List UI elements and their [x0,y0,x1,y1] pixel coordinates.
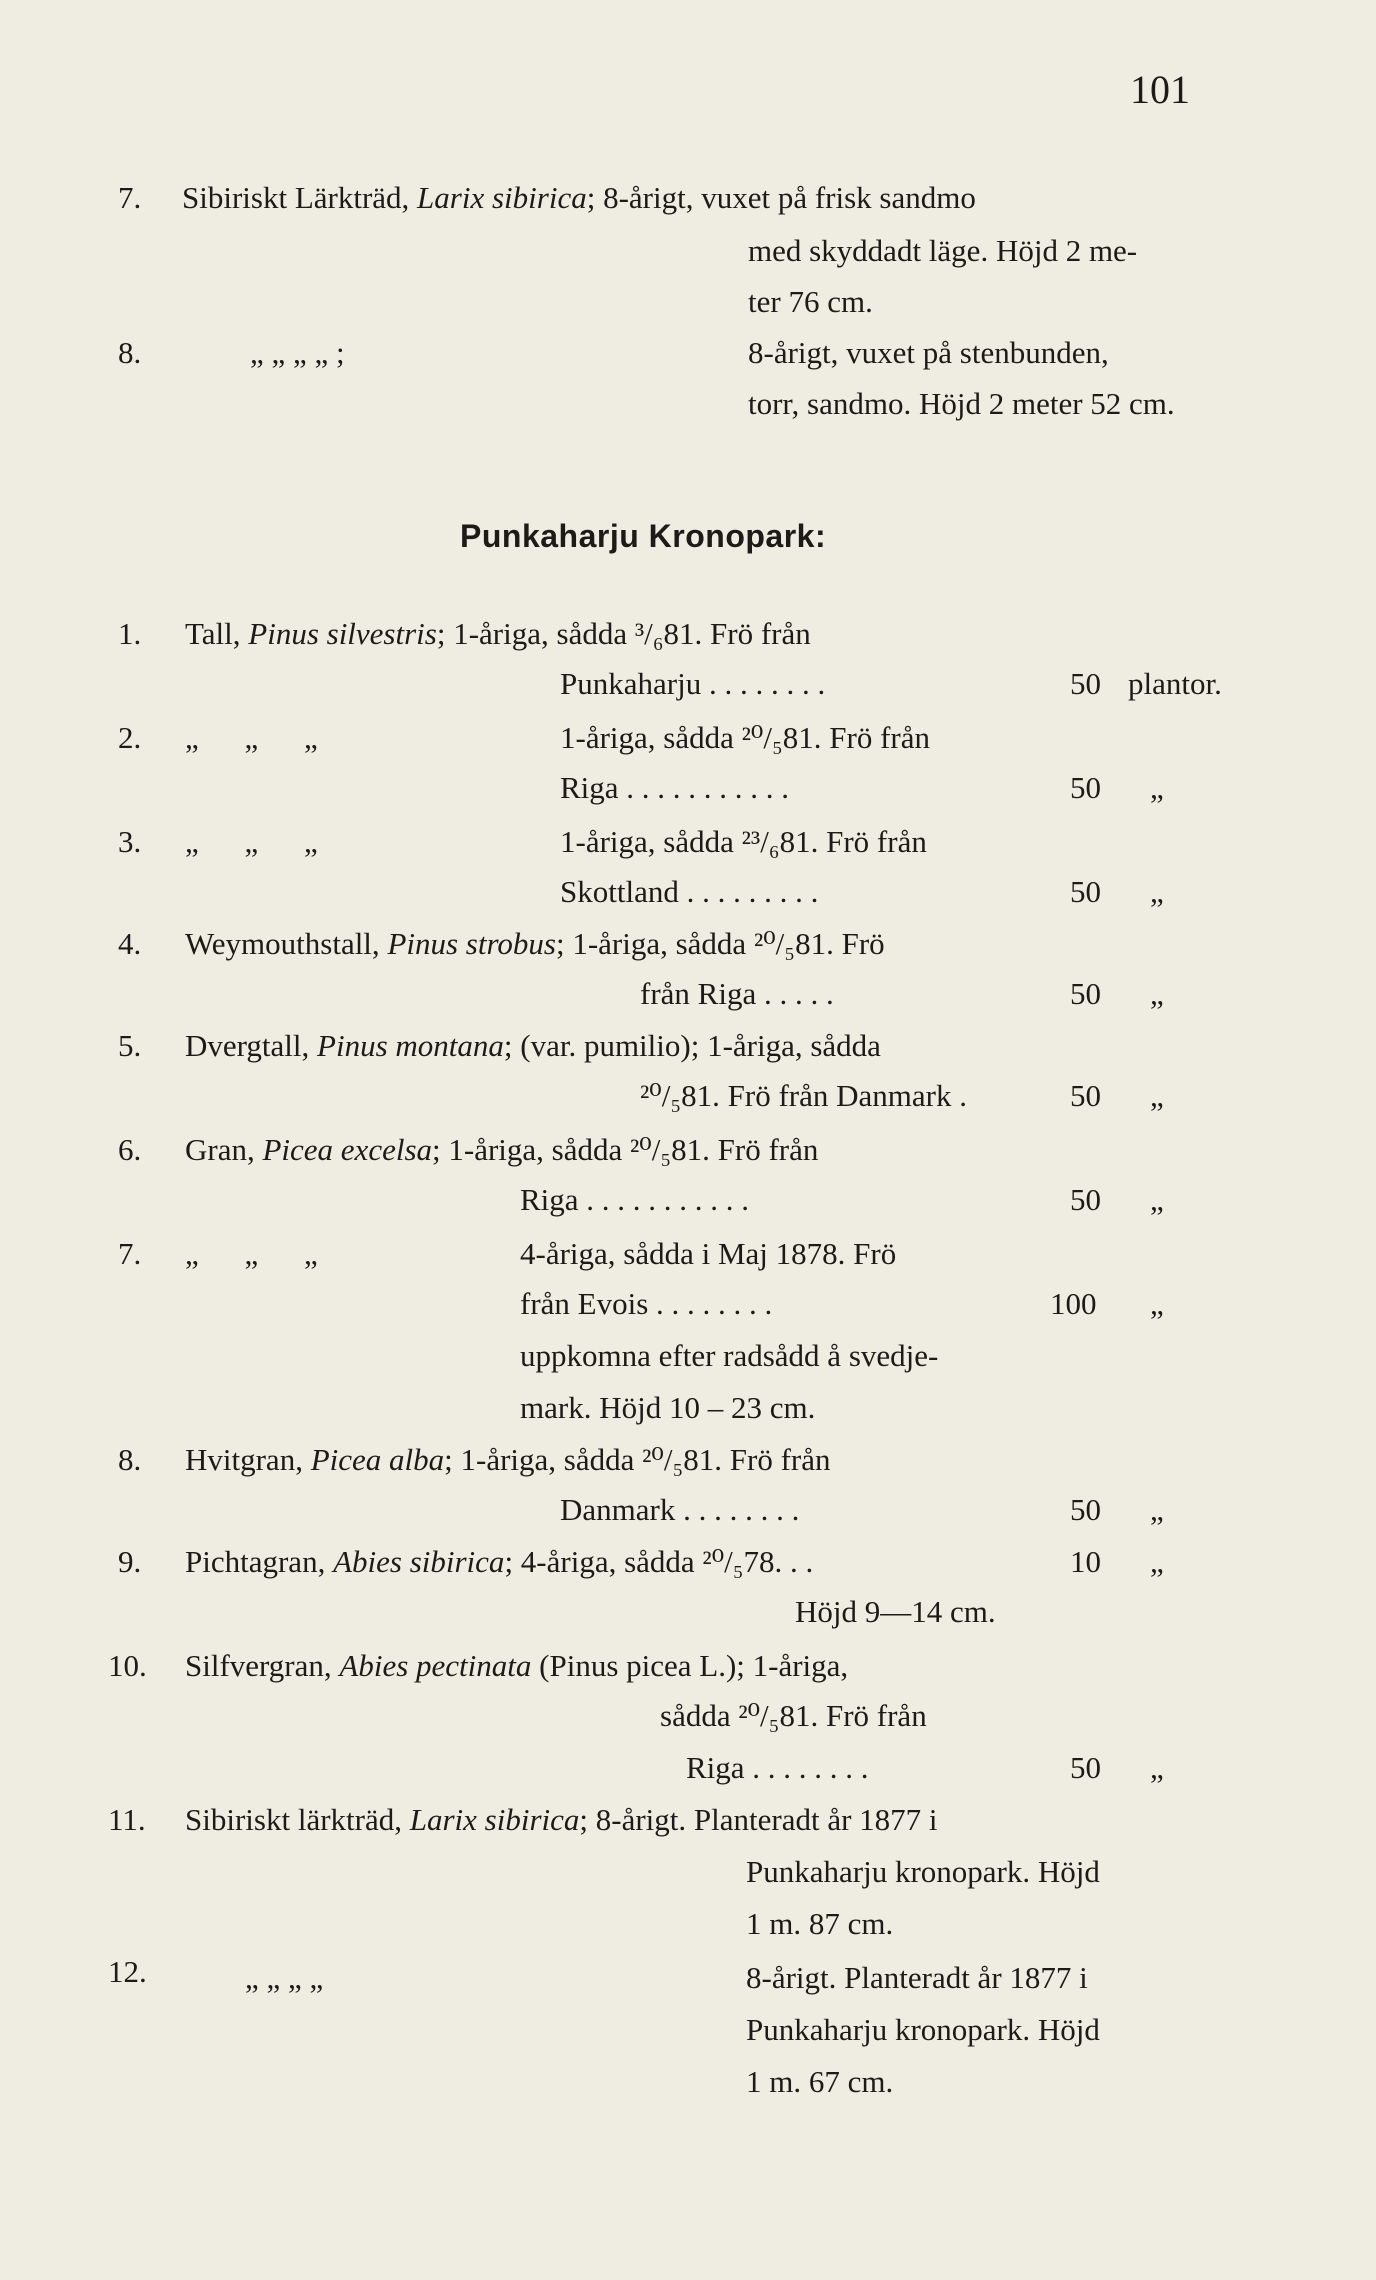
ditto-marks: „ „ „ „ ; [250,335,345,370]
entry-source: Danmark . . . . . . . . [560,1492,800,1527]
entry-number: 7. [118,1236,142,1271]
entry-line: ter 76 cm. [748,284,873,319]
entry-source: från Evois . . . . . . . . [520,1286,773,1321]
ditto-marks: „ „ „ „ [245,1960,324,1995]
entry-note: Punkaharju kronopark. Höjd [746,2012,1100,2047]
entry-number: 1. [118,616,142,651]
entry-note: Höjd 9—14 cm. [795,1594,996,1629]
unit-label: „ [1150,770,1164,805]
entry-source: ²⁰/₅81. Frö från Danmark . [640,1078,967,1113]
entry-line: med skyddadt läge. Höjd 2 me- [748,233,1138,268]
plant-count: 50 [1070,976,1101,1011]
entry-line: Pichtagran, Abies sibirica; 4-åriga, sådda ²⁰/₅78. . . [185,1544,814,1579]
plant-count: 50 [1070,1750,1101,1785]
unit-label: „ [1150,1544,1164,1579]
entry-line: Weymouthstall, Pinus strobus; 1-åriga, sådda ²⁰/₅81. Frö [185,926,885,961]
unit-label: „ [1150,1750,1164,1785]
unit-label: „ [1150,1078,1164,1113]
plant-count: 50 [1070,1078,1101,1113]
entry-source: Riga . . . . . . . . [686,1750,869,1785]
section-heading: Punkaharju Kronopark: [460,518,827,554]
entry-number: 5. [118,1028,142,1063]
ditto-marks: „ „ „ [185,720,318,755]
entry-source: Punkaharju . . . . . . . . [560,666,826,701]
plant-count: 50 [1070,1182,1101,1217]
entry-line: 1-åriga, sådda ²⁰/₅81. Frö från [560,720,930,755]
entry-number: 12. [108,1954,147,1989]
entry-line: Sibiriskt Lärkträd, Larix sibirica; 8-årigt, vuxet på frisk sandmo [182,180,976,215]
unit-label: „ [1150,1286,1164,1321]
plant-count: 50 [1070,1492,1101,1527]
entry-line: 8-årigt, vuxet på stenbunden, [748,335,1109,370]
plant-count: 100 [1050,1286,1097,1321]
ditto-marks: „ „ „ [185,824,318,859]
entry-line: Sibiriskt lärkträd, Larix sibirica; 8-årigt. Planteradt år 1877 i [185,1802,938,1837]
entry-note: mark. Höjd 10 – 23 cm. [520,1390,816,1425]
entry-note: uppkomna efter radsådd å svedje- [520,1338,939,1373]
ditto-marks: „ „ „ [185,1236,318,1271]
plant-count: 50 [1070,666,1101,701]
entry-number: 7. [118,180,142,215]
entry-line: Gran, Picea excelsa; 1-åriga, sådda ²⁰/₅81. Frö från [185,1132,819,1167]
entry-number: 2. [118,720,142,755]
entry-note: 1 m. 87 cm. [746,1906,894,1941]
plant-count: 50 [1070,770,1101,805]
plant-count: 50 [1070,874,1101,909]
entry-note: Punkaharju kronopark. Höjd [746,1854,1100,1889]
entry-source: från Riga . . . . . [640,976,834,1011]
entry-source: Skottland . . . . . . . . . [560,874,819,909]
unit-label: „ [1150,976,1164,1011]
plant-count: 10 [1070,1544,1101,1579]
unit-label: „ [1150,1182,1164,1217]
entry-number: 3. [118,824,142,859]
unit-label: „ [1150,1492,1164,1527]
entry-number: 4. [118,926,142,961]
entry-source: Riga . . . . . . . . . . . [560,770,790,805]
entry-number: 11. [108,1802,146,1837]
entry-line: 4-åriga, sådda i Maj 1878. Frö [520,1236,897,1271]
entry-line: 8-årigt. Planteradt år 1877 i [746,1960,1088,1995]
page-number: 101 [1130,67,1190,112]
entry-number: 10. [108,1648,147,1683]
entry-line: Dvergtall, Pinus montana; (var. pumilio); 1-åriga, sådda [185,1028,881,1063]
entry-number: 8. [118,1442,142,1477]
entry-source: Riga . . . . . . . . . . . [520,1182,750,1217]
entry-line: 1-åriga, sådda ²³/₆81. Frö från [560,824,927,859]
unit-label: plantor. [1128,666,1222,701]
entry-number: 6. [118,1132,142,1167]
entry-line: torr, sandmo. Höjd 2 meter 52 cm. [748,386,1175,421]
entry-note: 1 m. 67 cm. [746,2064,894,2099]
entry-line: sådda ²⁰/₅81. Frö från [660,1698,927,1733]
entry-line: Hvitgran, Picea alba; 1-åriga, sådda ²⁰/₅81. Frö från [185,1442,831,1477]
entry-line: Silfvergran, Abies pectinata (Pinus picea L.); 1-åriga, [185,1648,849,1683]
entry-line: Tall, Pinus silvestris; 1-åriga, sådda ³/₆81. Frö från [185,616,811,651]
entry-number: 8. [118,335,142,370]
entry-number: 9. [118,1544,142,1579]
unit-label: „ [1150,874,1164,909]
